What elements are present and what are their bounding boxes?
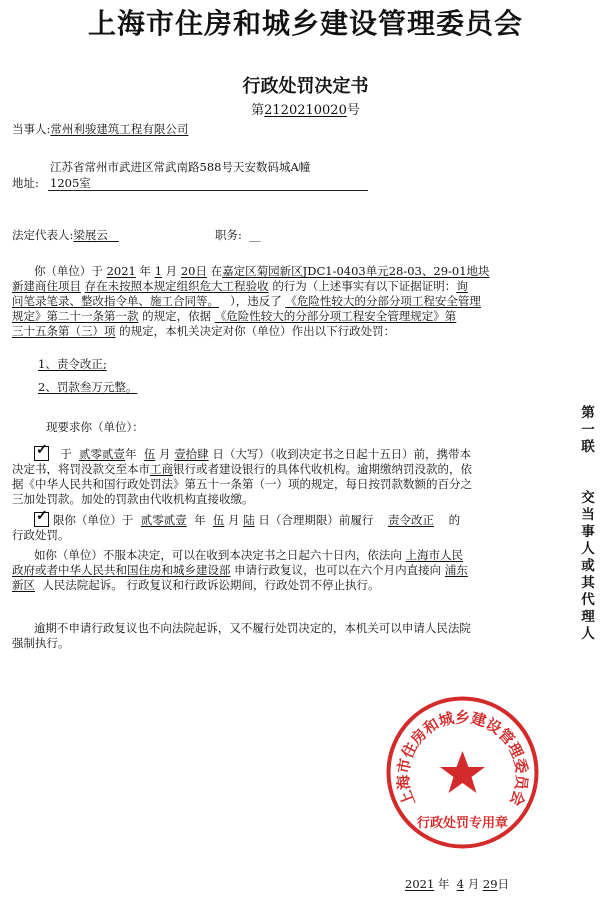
address-line-1: 江苏省常州市武进区常武南路588号天安数码城A幢	[50, 160, 311, 174]
requirement-rectify: ✓ 限你（单位）于 贰零贰壹 年 伍 月 陆 日（合理期限）前履行 责令改正 的 行政处罚。	[12, 508, 461, 542]
star-icon	[440, 751, 485, 793]
appeal-paragraph: 如你（单位）不服本决定，可以在收到本决定书之日起六十日内，依法向 上海市人民 政府或者中华人民共和国住房和城乡建设部 申请行政复议，也可以在六个月内直接向 浦东 新区 人民法院起诉。 行政复议和行政诉讼期间，行政处罚不停止执行。	[12, 548, 468, 592]
position-blank: __	[249, 228, 261, 242]
copy-holder-label: 交 当 事 人 或 其 代 理 人	[581, 490, 595, 642]
appeal-government: 政府或者中华人民共和国住房和城乡建设部	[12, 563, 231, 577]
facts-basis: 三十五条第（三）项	[12, 324, 116, 338]
penalty-item: 1、责令改正;	[38, 357, 107, 371]
penalty-item: 2、罚款叁万元整。	[38, 380, 138, 394]
document-title: 行政处罚决定书	[242, 76, 369, 97]
position-line: 职务: __	[215, 228, 261, 242]
address-label: 地址:	[12, 176, 39, 190]
agency-name: 上海市住房和城乡建设管理委员会	[87, 7, 523, 40]
copy-designation	[575, 405, 601, 643]
address-line-2: 1205室	[50, 176, 91, 190]
appeal-court: 新区	[12, 578, 35, 592]
document-number-value: 2120210020	[264, 103, 347, 118]
check-mark-icon: ✓	[35, 442, 48, 458]
checkbox-rectify[interactable]	[34, 508, 49, 527]
checkbox-payment[interactable]	[34, 442, 49, 461]
facts-violation: 存在未按照本规定组织危大工程验收	[84, 279, 269, 293]
enforcement-paragraph: 逾期不申请行政复议也不向法院起诉，又不履行处罚决定的，本机关可以申请人民法院 强制执行。	[12, 621, 471, 650]
facts-location: 嘉定区菊园新区JDC1-0403单元28-03、29-01地块	[222, 264, 490, 278]
requirement-payment: ✓ 于 贰零贰壹年 伍 月 壹拾肆 日（大写）（收到决定书之日起十五日）前，携带本 决定书，将罚没款交至本市工商银行或者建设银行的具体代收机构。逾期缴纳罚没款的，依 据《中华人民共和国行政处罚法》第五十一条第（一）项的规定，每日按罚款数额的百分之 三加处罚款。加处的罚款由代收机构直接收缴。	[12, 442, 472, 506]
requirements-intro: 现要求你（单位）：	[46, 420, 144, 434]
check-mark-icon: ✓	[35, 508, 48, 524]
address-underline	[48, 190, 368, 191]
representative-name: 梁展云	[73, 228, 108, 242]
party-line: 当事人:常州利骏建筑工程有限公司	[12, 122, 189, 136]
document-number: 第2120210020号	[251, 103, 360, 118]
seal-bottom-text: 行政处罚专用章	[416, 816, 509, 831]
seal-arc-text: 上海市住房和城乡建设管理委员会	[394, 708, 531, 809]
party-name: 常州利骏建筑工程有限公司	[50, 122, 189, 136]
facts-law: 规定》第二十一条第一款	[12, 309, 139, 323]
facts-evidence: 问笔录笔录、整改指令单、施工合同等。	[12, 294, 219, 308]
copy-part-label: 第 一 联	[581, 405, 595, 455]
representative-line: 法定代表人:梁展云	[12, 228, 108, 242]
issue-date: 2021 年 4 月 29日	[405, 877, 510, 891]
facts-paragraph: 你（单位）于 2021 年 1 月 20日 在嘉定区菊园新区JDC1-0403单元28-03、29-01地块 新建商住项目 存在未按照本规定组织危大工程验收 的行为（上述事实有以下证据证明：询 问笔录笔录、整改指令单、施工合同等。 ），违反了 《危险性较大的分部分项工程安全管理 规定》第二十一条第一款 的规定，依据 《危险性较大的分部分项工程安全管理规定》第 三十五条第（三）项 的规定，本机关决定对你（单位）作出以下行政处罚：	[12, 264, 490, 338]
official-seal	[385, 695, 540, 850]
